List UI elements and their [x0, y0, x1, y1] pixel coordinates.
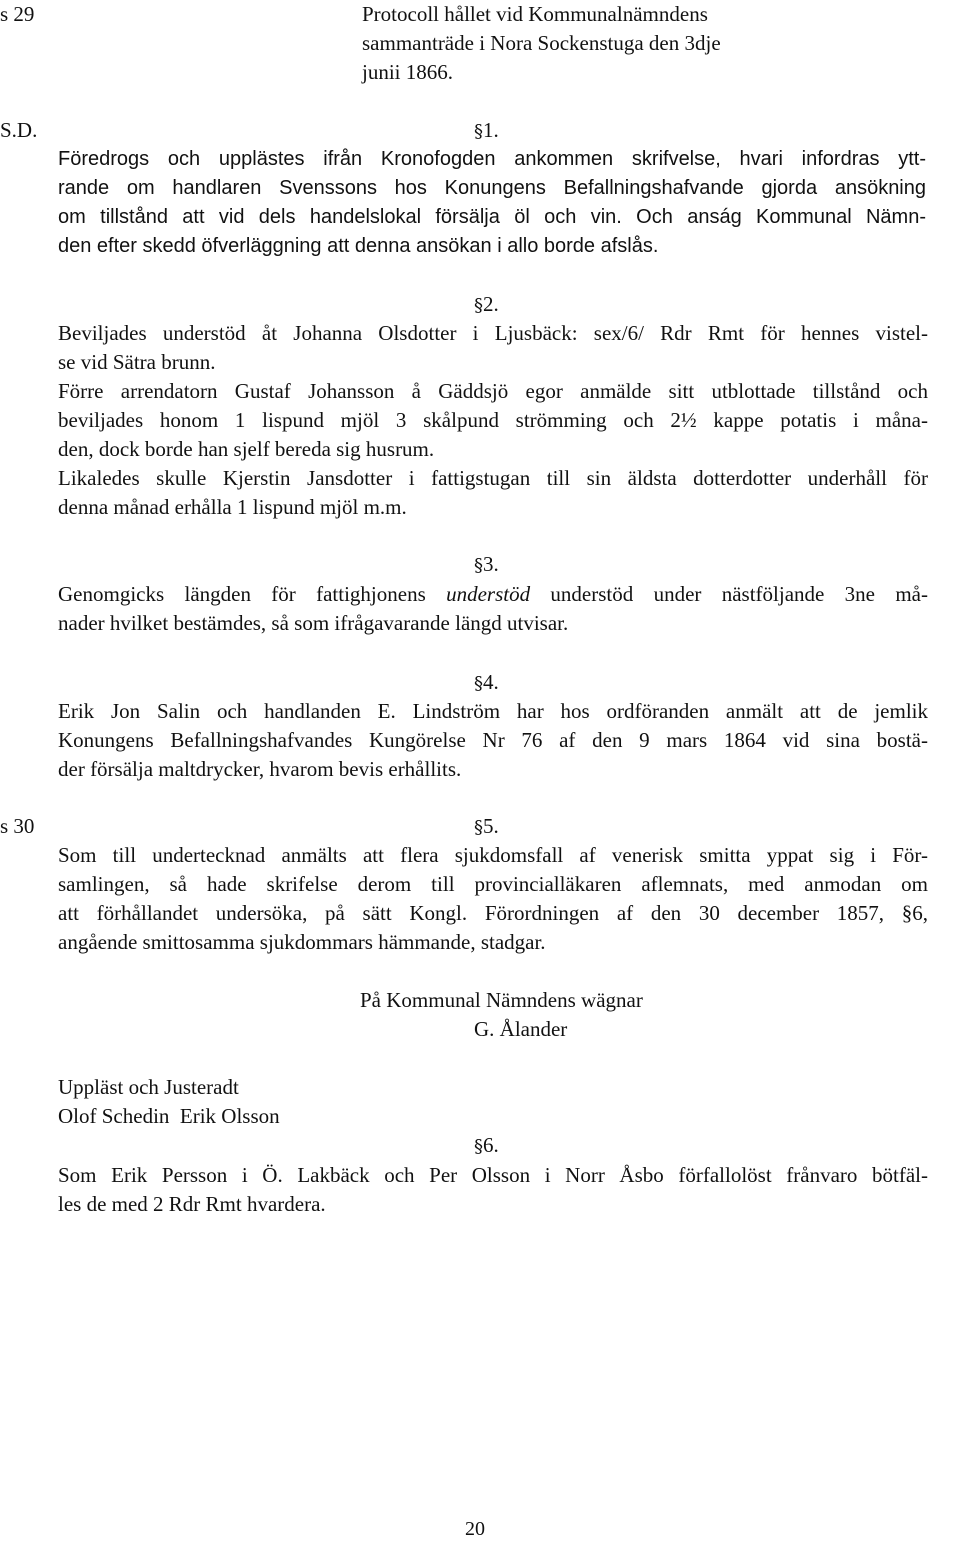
text-line: den efter skedd öfverläggning att denna ansökan i allo borde afslås.: [58, 235, 659, 257]
section-6-text: [58, 1161, 928, 1219]
text-line: Konungens Befallningshafvandes Kungörelse Nr 76 af den 9 mars 1864 vid sina bostä-: [58, 728, 928, 752]
section-number: 4.: [483, 670, 499, 694]
text-line: samlingen, så hade skrifelse derom till provincialläkaren aflemnats, med anmodan om: [58, 872, 928, 896]
section-number: 3.: [483, 552, 499, 576]
signature-name: G. Ålander: [474, 1017, 568, 1041]
attestation-label: Uppläst och Justeradt: [58, 1075, 239, 1099]
section-sign: §: [474, 121, 483, 142]
section-number: 1.: [483, 118, 499, 142]
text-line: att förhållandet undersöka, på sätt Kongl. Förordningen af den 30 december 1857, §6,: [58, 901, 928, 925]
header-line: Protocoll hållet vid Kommunalnämndens: [362, 2, 708, 26]
section-sign: §: [474, 295, 483, 316]
margin-page-ref-30: s 30: [0, 814, 35, 838]
section-sign: §: [474, 555, 483, 576]
text-fragment: Genomgicks längden för fattighjonens: [58, 582, 447, 606]
text-line: den, dock borde han sjelf bereda sig husrum.: [58, 437, 435, 461]
section-3-text: [58, 580, 928, 638]
section-number-3: [474, 550, 499, 580]
text-line: angående smittosamma sjukdommars hämmande, stadgar.: [58, 930, 546, 954]
section-number: 6.: [483, 1133, 499, 1157]
signature-on-behalf: På Kommunal Nämndens wägnar: [360, 988, 643, 1012]
section-1-text: [58, 145, 926, 261]
section-sign: §: [474, 817, 483, 838]
section-4-text: [58, 697, 928, 784]
section-number-1: [474, 116, 499, 146]
text-line: les de med 2 Rdr Rmt hvardera.: [58, 1192, 326, 1216]
page-number: 20: [465, 1518, 485, 1540]
text-line: Förre arrendatorn Gustaf Johansson å Gäddsjö egor anmälde sitt utblottade tillstånd och: [58, 379, 928, 403]
text-line: denna månad erhålla 1 lispund mjöl m.m.: [58, 495, 407, 519]
section-number-4: [474, 668, 499, 698]
section-2-text: [58, 319, 928, 522]
text-line: nader hvilket bestämdes, så som ifrågavarande längd utvisar.: [58, 611, 569, 635]
text-line: rande om handlaren Svenssons hos Konungens Befallningshafvande gjorda ansökning: [58, 177, 926, 199]
text-line: om tillstånd att vid dels handelslokal försälja öl och vin. Och anság Kommunal Nämn-: [58, 206, 926, 228]
text-line: Föredrogs och upplästes ifrån Kronofogden ankommen skrifvelse, hvari infordras ytt-: [58, 148, 926, 170]
italic-word: understöd: [446, 582, 531, 606]
text-line: se vid Sätra brunn.: [58, 350, 216, 374]
header-line: sammanträde i Nora Sockenstuga den 3dje: [362, 31, 721, 55]
section-number-5: [474, 812, 499, 842]
section-sign: §: [474, 673, 483, 694]
section-number-2: [474, 290, 499, 320]
section-number: 5.: [483, 814, 499, 838]
text-line: Som Erik Persson i Ö. Lakbäck och Per Olsson i Norr Åsbo förfallolöst frånvaro bötfäl-: [58, 1163, 928, 1187]
text-fragment: understöd under nästföljande 3ne må-: [530, 582, 928, 606]
text-line: Likaledes skulle Kjerstin Jansdotter i fattigstugan till sin äldsta dotterdotter underhåll för: [58, 466, 928, 490]
text-line: [58, 580, 928, 609]
attestation-names: Olof Schedin Erik Olsson: [58, 1104, 280, 1128]
text-line: Som till undertecknad anmälts att flera sjukdomsfall af venerisk smitta yppat sig i För-: [58, 843, 928, 867]
section-5-text: [58, 841, 928, 957]
text-line: Beviljades understöd åt Johanna Olsdotter i Ljusbäck: sex/6/ Rdr Rmt för hennes vistel-: [58, 321, 928, 345]
header-line: junii 1866.: [362, 60, 454, 84]
section-sign: §: [474, 1136, 483, 1157]
text-line: beviljades honom 1 lispund mjöl 3 skålpund strömming och 2½ kappe potatis i måna-: [58, 408, 928, 432]
document-header: [362, 0, 721, 87]
section-number-6: [474, 1131, 499, 1161]
text-line: der försälja maltdrycker, hvarom bevis erhållits.: [58, 757, 462, 781]
margin-sd-note: S.D.: [0, 118, 38, 142]
text-line: Erik Jon Salin och handlanden E. Lindström har hos ordföranden anmält att de jemlik: [58, 699, 928, 723]
section-number: 2.: [483, 292, 499, 316]
margin-page-ref-29: s 29: [0, 2, 35, 26]
